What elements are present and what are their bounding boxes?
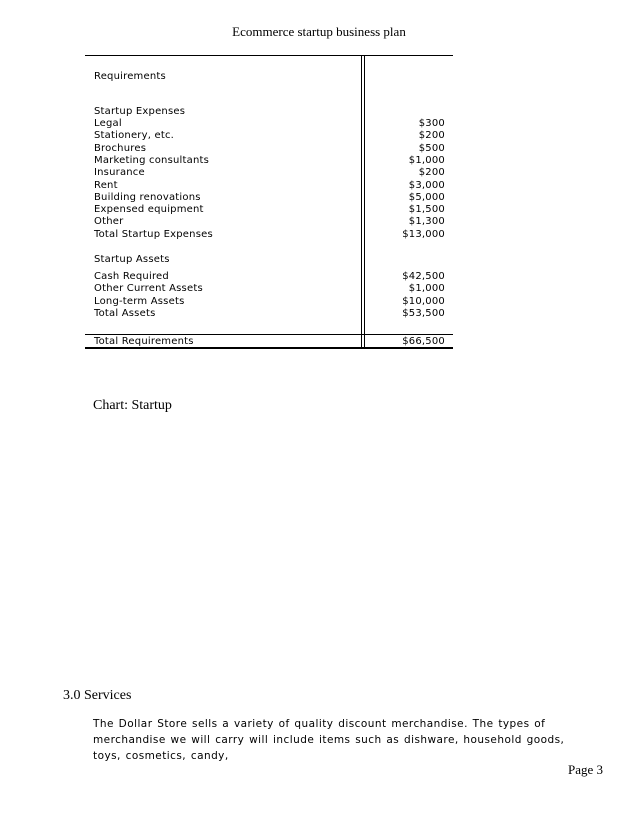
- table-top-rule: [85, 55, 453, 56]
- expense-label: Brochures: [94, 142, 147, 154]
- expense-label: Expensed equipment: [94, 204, 204, 216]
- expense-value: $5,000: [408, 191, 445, 203]
- table-column-divider: [364, 55, 365, 349]
- expense-value: $200: [418, 167, 445, 179]
- expense-label: Insurance: [94, 167, 145, 179]
- asset-value: $42,500: [402, 271, 445, 282]
- startup-expenses-heading: Startup Expenses: [94, 106, 186, 117]
- section-heading: 3.0 Services: [63, 688, 132, 703]
- total-requirements-label: Total Requirements: [94, 336, 194, 347]
- expense-value: $1,000: [408, 154, 445, 166]
- page-number: Page 3: [567, 762, 603, 777]
- total-row-top-rule: [85, 334, 453, 335]
- asset-label: Long-term Assets: [94, 295, 185, 307]
- expense-value: $3,000: [408, 179, 445, 191]
- expense-label: Marketing consultants: [94, 154, 210, 166]
- requirements-heading: Requirements: [94, 71, 166, 82]
- expense-label: Building renovations: [94, 191, 201, 203]
- chart-title: Chart: Startup: [93, 398, 172, 413]
- expense-value: $200: [418, 130, 445, 142]
- asset-label: Other Current Assets: [94, 283, 203, 295]
- expense-label: Rent: [94, 179, 118, 191]
- expense-value: $300: [418, 118, 445, 129]
- expense-value: $1,300: [408, 216, 445, 228]
- total-assets-label: Total Assets: [94, 307, 156, 319]
- total-startup-expenses-label: Total Startup Expenses: [94, 228, 213, 240]
- expense-label: Legal: [94, 118, 122, 129]
- asset-value: $1,000: [408, 283, 445, 295]
- document-header-title: Ecommerce startup business plan: [232, 24, 406, 39]
- section-body-text: The Dollar Store sells a variety of quality discount merchandise. The types of merchandise we will carry will include items such as dishware, household goods, toys, cosmetics, candy,: [93, 718, 565, 762]
- startup-assets-heading: Startup Assets: [94, 254, 170, 265]
- expense-value: $1,500: [408, 204, 445, 216]
- expense-label: Stationery, etc.: [94, 130, 175, 142]
- asset-value: $10,000: [402, 295, 445, 307]
- expense-label: Other: [94, 216, 124, 228]
- table-column-divider: [361, 55, 362, 349]
- total-row-bottom-rule: [85, 347, 453, 349]
- total-assets-value: $53,500: [402, 307, 445, 319]
- startup-requirements-table: [85, 55, 453, 349]
- total-requirements-value: $66,500: [402, 336, 445, 347]
- asset-label: Cash Required: [94, 271, 169, 282]
- total-startup-expenses-value: $13,000: [402, 228, 445, 240]
- expense-value: $500: [418, 142, 445, 154]
